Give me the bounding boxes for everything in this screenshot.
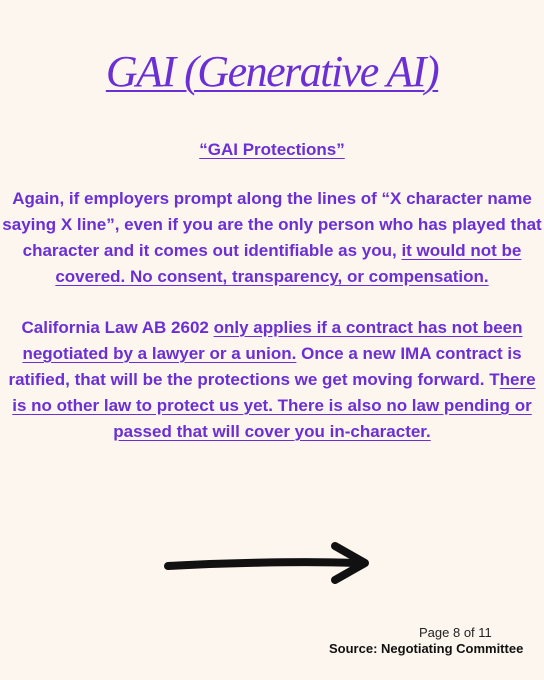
underlined-text: passed that will cover you in-character. [113,422,431,441]
right-arrow-icon [160,538,376,597]
paragraph-line [0,419,544,445]
paragraph-line [0,341,544,367]
underlined-text: it would not be [401,241,522,260]
underlined-text: here [499,370,536,389]
paragraph-line: saying X line”, even if you are the only person who has played that [2,215,542,234]
paragraph-line [0,393,544,419]
text-span: character and it comes out identifiable as you, [22,241,402,260]
paragraph-gai-prompts [0,186,544,290]
page-title: GAI (Generative AI) [105,47,439,96]
paragraph-line [0,315,544,341]
text-span: ratified, that will be the protections we get moving forward. T [8,370,500,389]
underlined-text: only applies if a contract has not been [213,318,523,337]
underlined-text: is no other law to protect us yet. There is also no law pending or [12,396,532,415]
section-subtitle: “GAI Protections” [199,140,345,159]
paragraph-line [0,367,544,393]
page-number: Page 8 of 11 [419,625,492,640]
paragraph-line [0,238,544,264]
underlined-text: negotiated by a lawyer or a union. [22,344,297,363]
paragraph-line: Again, if employers prompt along the lines of “X character name [12,189,532,208]
source-credit: Source: Negotiating Committee [329,641,524,656]
underlined-text: covered. No consent, transparency, or compensation. [55,267,489,286]
text-span: Once a new IMA contract is [296,344,522,363]
text-span: California Law AB 2602 [21,318,214,337]
paragraph-california-law [0,315,544,445]
paragraph-line [0,264,544,290]
